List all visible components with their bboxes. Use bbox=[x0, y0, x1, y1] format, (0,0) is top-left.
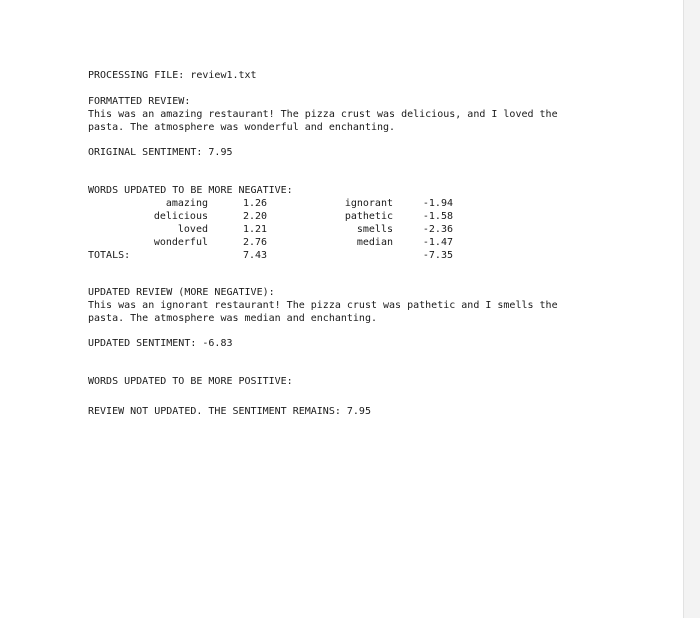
formatted-review-heading: FORMATTED REVIEW: bbox=[88, 96, 191, 107]
original-word-score: 1.26 bbox=[243, 198, 268, 209]
replacement-word: pathetic bbox=[344, 211, 393, 222]
updated-negative-line-2: pasta. The atmosphere was median and enchanting. bbox=[88, 313, 377, 324]
original-word-score: 2.20 bbox=[243, 211, 268, 222]
replacement-word: ignorant bbox=[344, 198, 393, 209]
totals-original-score: 7.43 bbox=[243, 250, 268, 261]
totals-new-score: -7.35 bbox=[422, 250, 453, 261]
updated-sentiment: UPDATED SENTIMENT: -6.83 bbox=[88, 338, 233, 349]
replacement-word-score: -1.47 bbox=[422, 237, 453, 248]
original-word: loved bbox=[177, 224, 208, 235]
negative-words-heading: WORDS UPDATED TO BE MORE NEGATIVE: bbox=[88, 185, 293, 196]
formatted-review-line-2: pasta. The atmosphere was wonderful and enchanting. bbox=[88, 122, 396, 133]
totals-label: TOTALS: bbox=[88, 250, 131, 261]
original-word: delicious bbox=[153, 211, 208, 222]
updated-negative-heading: UPDATED REVIEW (MORE NEGATIVE): bbox=[88, 287, 275, 298]
page-edge bbox=[683, 0, 700, 618]
positive-words-heading: WORDS UPDATED TO BE MORE POSITIVE: bbox=[88, 376, 293, 387]
original-word: amazing bbox=[165, 198, 208, 209]
original-word-score: 2.76 bbox=[243, 237, 268, 248]
original-word: wonderful bbox=[153, 237, 208, 248]
original-word-score: 1.21 bbox=[243, 224, 268, 235]
replacement-word: smells bbox=[356, 224, 393, 235]
replacement-word-score: -2.36 bbox=[422, 224, 453, 235]
updated-negative-line-1: This was an ignorant restaurant! The pizza crust was pathetic and I smells the bbox=[88, 300, 558, 311]
replacement-word-score: -1.58 bbox=[422, 211, 453, 222]
processing-file-line: PROCESSING FILE: review1.txt bbox=[88, 70, 257, 81]
original-sentiment: ORIGINAL SENTIMENT: 7.95 bbox=[88, 147, 233, 158]
review-not-updated-line: REVIEW NOT UPDATED. THE SENTIMENT REMAINS: 7.95 bbox=[88, 406, 371, 417]
replacement-word-score: -1.94 bbox=[422, 198, 453, 209]
formatted-review-line-1: This was an amazing restaurant! The pizza crust was delicious, and I loved the bbox=[88, 109, 558, 120]
replacement-word: median bbox=[356, 237, 393, 248]
